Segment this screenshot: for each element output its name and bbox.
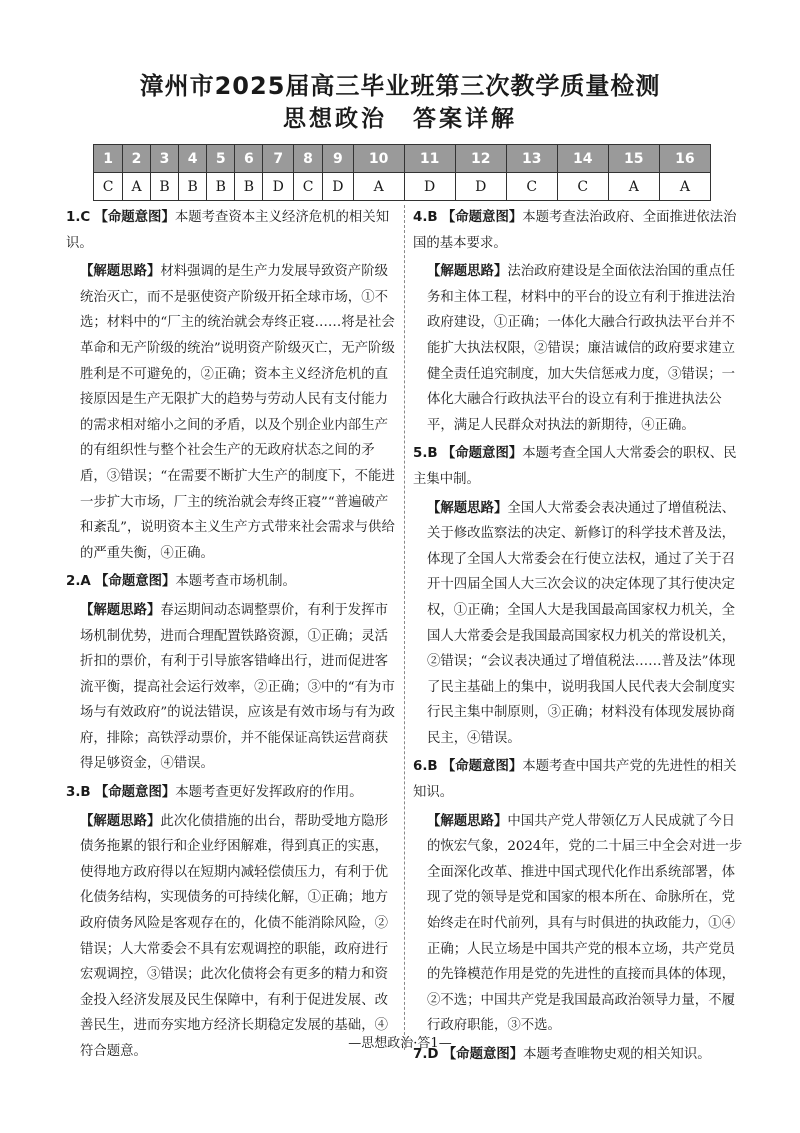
analysis-tag: 【解题思路】	[80, 813, 161, 829]
analysis-tag: 【解题思路】	[427, 500, 508, 516]
answer-cell: A	[353, 173, 404, 201]
answer-table-answer-row	[94, 173, 711, 201]
intent-text: 本题考查法治政府、全面推进依法治国的基本要求。	[413, 210, 737, 251]
question-number-cell: 15	[608, 145, 659, 173]
answer-cell: A	[123, 173, 151, 201]
answer-cell: A	[608, 173, 659, 201]
page-title: 漳州市2025届高三毕业班第三次教学质量检测	[139, 72, 661, 100]
question-analysis	[413, 809, 746, 1039]
question-answer-label: 5.B	[413, 446, 438, 462]
question-answer-label: 2.A	[66, 574, 91, 590]
analysis-tag: 【解题思路】	[80, 264, 161, 280]
analysis-text: 春运期间动态调整票价，有利于发挥市场机制优势，进而合理配置铁路资源，①正确；灵活折扣的票价，有利于引导旅客错峰出行，进而促进客流平衡，提高社会运行效率，②正确；③中的“有为市场与有效政府”的说法错误，应该是有效市场与有为政府，排除；高铁浮动票价，并不能保证高铁运营商获得足够资金，④错误。	[80, 602, 395, 772]
analysis-text: 法治政府建设是全面依法治国的重点任务和主体工程，材料中的平台的设立有利于推进法治政府建设，①正确；一体化大融合行政执法平台并不能扩大执法权限，②错误；廉洁诚信的政府要求建立健全责任追究制度，加大失信惩戒力度，③错误；一体化大融合行政执法平台的设立有利于推进执法公平，满足人民群众对执法的新期待，④正确。	[427, 264, 735, 433]
intent-text: 本题考查资本主义经济危机的相关知识。	[66, 210, 390, 251]
answer-cell: C	[557, 173, 608, 201]
page-subtitle: 思想政治 答案详解	[283, 106, 517, 132]
question-number-cell: 14	[557, 145, 608, 173]
answer-table	[93, 144, 711, 201]
answer-cell: C	[293, 173, 322, 201]
question-number-cell: 13	[506, 145, 557, 173]
answer-cell: B	[150, 173, 178, 201]
question-intent	[66, 569, 396, 595]
answer-cell: D	[455, 173, 506, 201]
answer-cell: B	[207, 173, 235, 201]
answer-cell: A	[659, 173, 710, 201]
answer-cell: D	[263, 173, 293, 201]
intent-tag: 【命题意图】	[441, 210, 523, 225]
question-number-cell: 8	[293, 145, 322, 173]
answer-cell: B	[235, 173, 263, 201]
question-number-cell: 4	[179, 145, 207, 173]
question-intent	[413, 754, 746, 805]
question-answer-label: 3.B	[66, 785, 91, 801]
analysis-text: 材料强调的是生产力发展导致资产阶级统治灭亡，而不是驱使资产阶级开拓全球市场，①不选；材料中的“厂主的统治就会寿终正寝……将是社会革命和无产阶级的统治”说明资产阶级灭亡，无产阶级胜利是不可避免的，②正确；资本主义经济危机的直接原因是生产无限扩大的趋势与劳动人民有支付能力的需求相对缩小之间的矛盾，以及个别企业内部生产的有组织性与整个社会生产的无政府状态之间的矛盾，③错误；“在需要不断扩大生产的制度下，不能进一步扩大市场，厂主的统治就会寿终正寝”“普遍破产和紊乱”，说明资本主义生产方式带来社会需求与供给的严重失衡，④正确。	[80, 264, 395, 561]
question-number-cell: 16	[659, 145, 710, 173]
analysis-text: 此次化债措施的出台，帮助受地方隐形债务拖累的银行和企业纾困解难，得到真正的实惠，使得地方政府得以在短期内减轻偿债压力，有利于优化债务结构，实现债务的可持续化解，①正确；地方政府债务风险是客观存在的，化债不能消除风险，②错误；人大常委会不具有宏观调控的职能，政府进行宏观调控，③错误；此次化债将会有更多的精力和资金投入经济发展及民生保障中，有利于促进发展、改善民生，进而夯实地方经济长期稳定发展的基础，④符合题意。	[80, 813, 388, 1059]
analysis-tag: 【解题思路】	[80, 602, 161, 618]
question-number-cell: 10	[353, 145, 404, 173]
right-column	[413, 205, 746, 1071]
analysis-text: 中国共产党人带领亿万人民成就了今日的恢宏气象，2024年，党的二十届三中全会对进一步全面深化改革、推进中国式现代化作出系统部署，体现了党的领导是党和国家的根本所在、命脉所在，党始终走在时代前列，具有与时俱进的执政能力，①④正确；人民立场是中国共产党的根本立场，共产党员的先锋模范作用是党的先进性的直接而具体的体现，②不选；中国共产党是我国最高政治领导力量，不履行政府职能，③不选。	[427, 813, 743, 1034]
intent-tag: 【命题意图】	[94, 785, 176, 801]
question-analysis	[413, 496, 746, 752]
question-analysis	[413, 259, 746, 438]
answer-cell: C	[94, 173, 123, 201]
analysis-tag: 【解题思路】	[427, 813, 508, 829]
question-intent	[413, 441, 746, 492]
question-intent	[66, 780, 396, 806]
question-number-cell: 1	[94, 145, 123, 173]
column-divider	[404, 205, 405, 1050]
question-number-cell: 6	[235, 145, 263, 173]
answer-cell: C	[506, 173, 557, 201]
question-intent	[413, 205, 746, 256]
question-answer-label: 4.B	[413, 210, 438, 225]
page-footer: —思想政治·答1—	[348, 1036, 452, 1051]
intent-text: 本题考查中国共产党的先进性的相关知识。	[413, 759, 737, 801]
intent-text: 本题考查市场机制。	[175, 574, 296, 590]
left-column	[66, 205, 396, 1068]
question-answer-label: 1.C	[66, 210, 91, 225]
intent-text: 本题考查更好发挥政府的作用。	[175, 785, 363, 801]
analysis-text: 全国人大常委会表决通过了增值税法、关于修改监察法的决定、新修订的科学技术普及法，体现了全国人大常委会在行使立法权，通过了关于召开十四届全国人大三次会议的决定体现了其行使决定权，①正确；全国人大是我国最高国家权力机关，全国人大常委会是我国最高国家权力机关的常设机关，②错误；“会议表决通过了增值税法……普及法”体现了民主基础上的集中，说明我国人民代表大会制度实行民主集中制原则，③正确；材料没有体现发展协商民主，④错误。	[427, 500, 736, 746]
intent-tag: 【命题意图】	[441, 446, 523, 462]
intent-tag: 【命题意图】	[94, 210, 175, 225]
question-number-cell: 2	[123, 145, 151, 173]
question-answer-label: 7.D	[413, 1047, 439, 1062]
answer-table-header-row	[94, 145, 711, 173]
answer-cell: D	[323, 173, 353, 201]
question-analysis	[66, 809, 396, 1065]
intent-text: 本题考查唯物史观的相关知识。	[523, 1047, 711, 1062]
question-intent	[66, 205, 396, 256]
question-analysis	[66, 598, 396, 777]
question-number-cell: 12	[455, 145, 506, 173]
answer-cell: D	[404, 173, 455, 201]
intent-tag: 【命题意图】	[441, 759, 523, 775]
question-number-cell: 9	[323, 145, 353, 173]
question-number-cell: 3	[150, 145, 178, 173]
question-number-cell: 5	[207, 145, 235, 173]
question-number-cell: 11	[404, 145, 455, 173]
analysis-tag: 【解题思路】	[427, 264, 508, 280]
question-answer-label: 6.B	[413, 759, 438, 775]
intent-text: 本题考查全国人大常委会的职权、民主集中制。	[413, 446, 737, 487]
question-number-cell: 7	[263, 145, 293, 173]
intent-tag: 【命题意图】	[442, 1047, 524, 1062]
question-analysis	[66, 259, 396, 566]
intent-tag: 【命题意图】	[95, 574, 176, 590]
answer-cell: B	[179, 173, 207, 201]
